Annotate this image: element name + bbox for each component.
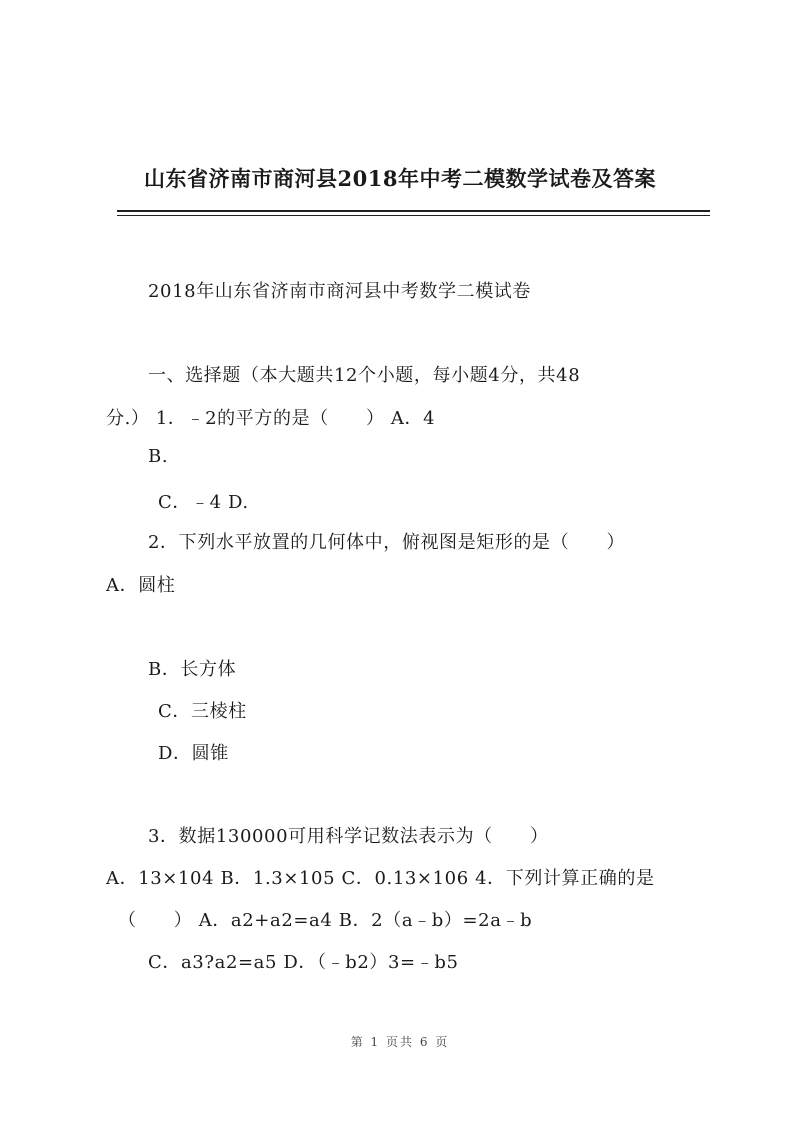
- question-line: 2．下列水平放置的几何体中，俯视图是矩形的是（ ）: [148, 532, 626, 553]
- exam-subtitle: 2018年山东省济南市商河县中考数学二模试卷: [148, 281, 532, 302]
- option-line: （ ） A．a2+a2=a4 B．2（a﹣b）=2a﹣b: [118, 910, 533, 931]
- title-divider-thin: [117, 215, 710, 216]
- section-heading: 一、选择题（本大题共12个小题，每小题4分，共48: [148, 365, 581, 386]
- page-footer: 第 1 页共 6 页: [350, 1035, 450, 1049]
- document-title: 山东省济南市商河县2018年中考二模数学试卷及答案: [144, 166, 656, 191]
- option-line: D．圆锥: [158, 743, 229, 764]
- option-line: B.: [148, 446, 169, 467]
- option-line: A．圆柱: [106, 575, 176, 596]
- option-line: C．﹣4 D.: [158, 492, 249, 513]
- question-line: 分.） 1．﹣2的平方的是（ ） A．4: [106, 408, 436, 429]
- question-line: 3．数据130000可用科学记数法表示为（ ）: [148, 826, 549, 847]
- option-line: C．三棱柱: [158, 701, 247, 722]
- option-line: A．13×104 B．1.3×105 C．0.13×106 4．下列计算正确的是: [106, 868, 655, 889]
- option-line: B．长方体: [148, 659, 237, 680]
- option-line: C．a3?a2=a5 D．（﹣b2）3=﹣b5: [148, 952, 459, 973]
- title-divider-thick: [117, 210, 710, 212]
